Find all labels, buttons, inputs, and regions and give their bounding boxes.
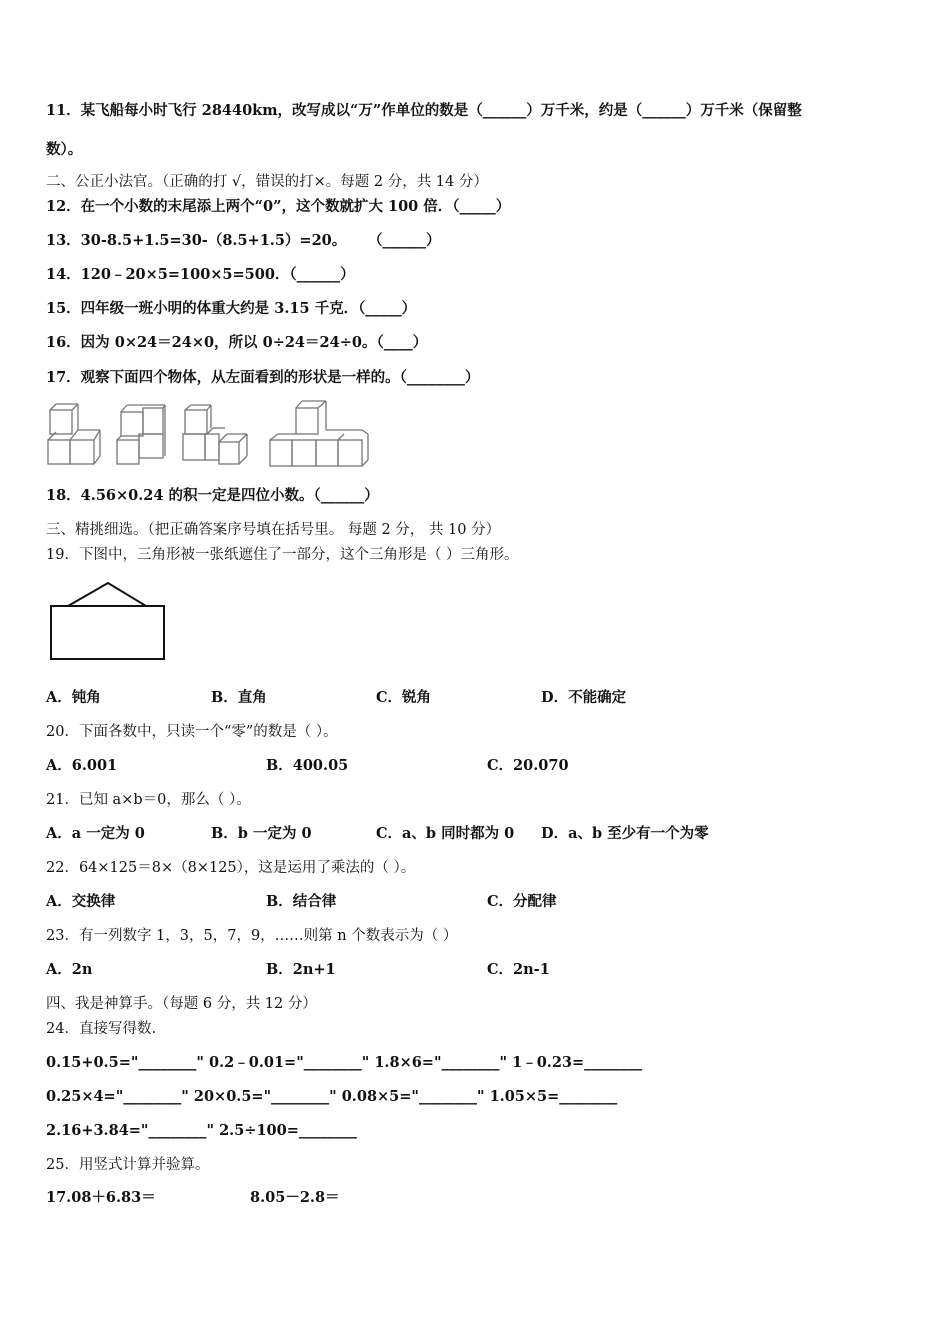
q17: 17．观察下面四个物体，从左面看到的形状是一样的。（________） [46, 369, 480, 386]
q19-option-d: D．不能确定 [541, 689, 627, 706]
q20-stem: 20．下面各数中，只读一个“零”的数是（ ）。 [46, 724, 338, 740]
q19-option-a: A．钝角 [46, 689, 101, 706]
q21-option-c: C．a、b 同时都为 0 [376, 825, 515, 842]
section-3-heading: 三、精挑细选。（把正确答案序号填在括号里。 每题 2 分， 共 10 分） [46, 522, 501, 538]
q25-item-1: 17.08＋6.83＝ [46, 1189, 156, 1206]
q22-option-b: B．结合律 [266, 893, 337, 910]
cube-figure-2 [116, 404, 170, 468]
q13-blank: （______） [368, 232, 441, 249]
q23-option-b: B．2n+1 [266, 961, 336, 978]
q22-option-a: A．交换律 [46, 893, 116, 910]
q20-option-c: C．20.070 [487, 757, 569, 774]
q24-row-2: 0.25×4="________" 20×0.5="________" 0.08×5="________" 1.05×5=________ [46, 1088, 618, 1105]
q21-option-d: D．a、b 至少有一个为零 [541, 825, 709, 842]
q24-row-3: 2.16+3.84="________" 2.5÷100=________ [46, 1122, 357, 1139]
q21-stem: 21．已知 a×b＝0，那么（ ）。 [46, 792, 251, 808]
q22-stem: 22．64×125＝8×（8×125），这是运用了乘法的（ ）。 [46, 860, 416, 876]
q19-stem: 19．下图中，三角形被一张纸遮住了一部分，这个三角形是（ ）三角形。 [46, 547, 519, 563]
covered-triangle-figure [50, 582, 168, 664]
cube-figure-4 [269, 400, 369, 468]
q19-option-c: C．锐角 [376, 689, 432, 706]
q23-stem: 23．有一列数字 1，3，5，7，9，……则第 n 个数表示为（ ） [46, 928, 458, 944]
q23-option-c: C．2n-1 [487, 961, 550, 978]
q20-option-a: A．6.001 [46, 757, 118, 774]
q18: 18．4.56×0.24 的积一定是四位小数。（______） [46, 487, 379, 504]
cube-figure-1 [47, 402, 103, 466]
section-4-heading: 四、我是神算手。（每题 6 分，共 12 分） [46, 996, 317, 1012]
q11-line2: 数）。 [46, 141, 83, 158]
q21-option-a: A．a 一定为 0 [46, 825, 145, 842]
q13: 13．30-8.5+1.5=30-（8.5+1.5）=20。 [46, 232, 347, 249]
q20-option-b: B．400.05 [266, 757, 349, 774]
q19-option-b: B．直角 [211, 689, 267, 706]
q25-stem: 25．用竖式计算并验算。 [46, 1157, 210, 1173]
q23-option-a: A．2n [46, 961, 93, 978]
q14: 14．120﹣20×5=100×5=500．（______） [46, 266, 355, 283]
q12: 12．在一个小数的末尾添上两个“0”，这个数就扩大 100 倍．（_____） [46, 198, 511, 215]
cube-figure-3 [182, 404, 254, 468]
q25-item-2: 8.05－2.8＝ [250, 1189, 340, 1206]
q15: 15．四年级一班小明的体重大约是 3.15 千克．（_____） [46, 300, 417, 317]
q24-stem: 24．直接写得数. [46, 1021, 157, 1037]
q16: 16．因为 0×24＝24×0，所以 0÷24＝24÷0。（____） [46, 334, 428, 351]
section-2-heading: 二、公正小法官。（正确的打 √，错误的打×。每题 2 分，共 14 分） [46, 174, 488, 190]
q24-row-1: 0.15+0.5="________" 0.2﹣0.01="________" 1.8×6="________" 1﹣0.23=________ [46, 1054, 643, 1071]
q11-line1: 11．某飞船每小时飞行 28440km，改写成以“万”作单位的数是（______）万千米，约是（______）万千米（保留整 [46, 102, 802, 119]
q21-option-b: B．b 一定为 0 [211, 825, 312, 842]
q22-option-c: C．分配律 [487, 893, 557, 910]
